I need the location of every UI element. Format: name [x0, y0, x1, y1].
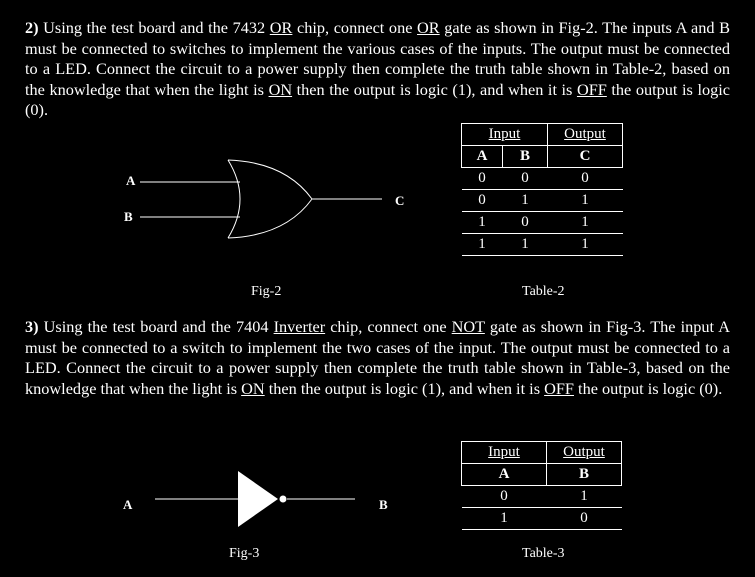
text-run: Using the test board and the 7404 — [38, 317, 274, 336]
or-gate-input-curve — [228, 160, 240, 238]
not-gate-diagram — [155, 471, 355, 527]
not-gate-bubble — [280, 496, 287, 503]
not-gate-triangle — [238, 471, 278, 527]
or-gate-body — [228, 160, 312, 238]
table-cell: 1 — [547, 486, 622, 508]
table3-col-b: B — [547, 464, 622, 486]
table-cell: 0 — [462, 168, 503, 190]
text-run: the output is logic (0). — [573, 378, 723, 398]
table-cell: 0 — [547, 508, 622, 530]
table-cell: 1 — [548, 234, 623, 256]
table3-input-header: Input — [462, 442, 547, 464]
table-cell: 1 — [462, 212, 503, 234]
table-cell: 1 — [462, 508, 547, 530]
or-gate-diagram — [140, 160, 382, 238]
text-run: gate as shown in Fig-2. The inputs A and B must be connected to switches to implement the various cases of the inputs. The output must be connected to a LED. Connect the circuit to a power supply then complete the truth table shown in Table-2, based on the knowledge that when the light is — [25, 18, 730, 99]
table-cell: 0 — [548, 168, 623, 190]
table-cell: 0 — [503, 168, 548, 190]
table2-col-a: A — [462, 146, 503, 168]
fig2-label-a: A — [126, 173, 136, 188]
underlined-inverter: Inverter — [273, 317, 326, 336]
table-row — [462, 190, 623, 212]
fig2-label-b: B — [124, 209, 133, 224]
table-cell: 1 — [548, 190, 623, 212]
table2-col-c: C — [548, 146, 623, 168]
table-cell: 0 — [503, 212, 548, 234]
table-cell: 1 — [503, 234, 548, 256]
truth-table-3 — [461, 441, 622, 530]
text-run: chip, connect one — [292, 18, 418, 37]
section-3-number: 3) — [25, 317, 39, 336]
table3-col-a: A — [462, 464, 547, 486]
underlined-or: OR — [269, 18, 293, 37]
text-run: gate as shown in Fig-3. The input A must be connected to a switch to implement the two cases of the input. The output must be connected to a LED. Connect the circuit to a power supply then complete the truth table shown in Table-3, based on the knowledge that when the light is — [25, 317, 731, 398]
table2-caption: Table-2 — [522, 284, 565, 299]
fig3-label-a: A — [123, 497, 133, 512]
table3-output-header: Output — [547, 442, 622, 464]
text-run: then the output is logic (1), and when it is — [292, 79, 577, 99]
truth-table-2 — [461, 123, 623, 256]
section-2-number: 2) — [25, 18, 39, 37]
fig2-caption: Fig-2 — [251, 284, 282, 299]
underlined-on: ON — [241, 378, 265, 398]
table3-caption: Table-3 — [522, 546, 565, 561]
fig2-label-c: C — [395, 193, 405, 208]
table-cell: 0 — [462, 486, 547, 508]
table-cell: 0 — [462, 190, 503, 212]
table-row — [462, 234, 623, 256]
underlined-off: OFF — [576, 79, 607, 99]
underlined-off: OFF — [544, 378, 574, 398]
table2-input-header: Input — [462, 124, 548, 146]
table2-col-b: B — [503, 146, 548, 168]
text-run: the output is logic (0). — [25, 79, 730, 119]
table-cell: 1 — [548, 212, 623, 234]
table-cell: 1 — [462, 234, 503, 256]
fig3-label-b: B — [379, 497, 388, 512]
text-run: chip, connect one — [325, 317, 452, 336]
text-run: Using the test board and the 7432 — [38, 18, 270, 37]
table2-output-header: Output — [548, 124, 623, 146]
underlined-not: NOT — [451, 317, 485, 336]
table-row — [462, 168, 623, 190]
underlined-or: OR — [417, 18, 440, 37]
fig3-caption: Fig-3 — [229, 546, 260, 561]
table-row — [462, 212, 623, 234]
underlined-on: ON — [268, 79, 293, 99]
table-cell: 1 — [503, 190, 548, 212]
text-run: then the output is logic (1), and when it is — [264, 378, 545, 398]
table-row — [462, 508, 622, 530]
table-row — [462, 486, 622, 508]
section-3-text — [25, 317, 730, 399]
